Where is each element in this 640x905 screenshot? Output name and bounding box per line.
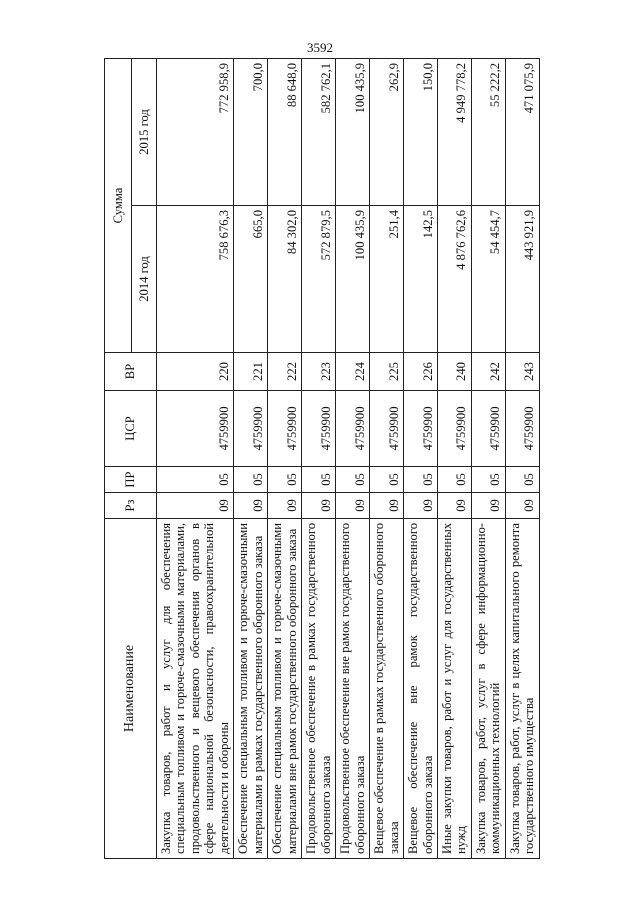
table-row <box>302 58 336 858</box>
header-rz: Рз <box>105 493 157 519</box>
row-sum-2014: 665,0 <box>234 206 268 353</box>
row-sum-2015: 700,0 <box>234 58 268 205</box>
row-pr: 05 <box>336 467 370 493</box>
row-rz: 09 <box>157 493 234 519</box>
page-number: 3592 <box>307 40 333 55</box>
table-row <box>234 58 268 858</box>
row-pr: 05 <box>505 467 539 493</box>
row-rz: 09 <box>404 493 438 519</box>
table-body <box>157 58 540 858</box>
row-name: Продовольственное обеспечение вне рамок государственного оборонного заказа <box>336 519 370 859</box>
table-header <box>105 58 157 858</box>
row-sum-2015: 100 435,9 <box>336 58 370 205</box>
row-sum-2014: 84 302,0 <box>268 206 302 353</box>
table-row <box>471 58 505 858</box>
row-name: Вещевое обеспечение в рамках государственного оборонного заказа <box>370 519 404 859</box>
row-sum-2015: 582 762,1 <box>302 58 336 205</box>
row-vr: 220 <box>157 353 234 391</box>
row-csr: 4759900 <box>471 391 505 467</box>
row-pr: 05 <box>302 467 336 493</box>
row-sum-2015: 262,9 <box>370 58 404 205</box>
row-sum-2014: 572 879,5 <box>302 206 336 353</box>
header-year-2015: 2015 год <box>132 58 157 205</box>
row-pr: 05 <box>268 467 302 493</box>
header-year-2014: 2014 год <box>132 206 157 353</box>
rotated-table-container <box>104 59 580 859</box>
row-vr: 243 <box>505 353 539 391</box>
table-row <box>157 58 234 858</box>
row-sum-2014: 54 454,7 <box>471 206 505 353</box>
row-name: Продовольственное обеспечение в рамках государственного оборонного заказа <box>302 519 336 859</box>
row-csr: 4759900 <box>302 391 336 467</box>
row-sum-2015: 772 958,9 <box>157 58 234 205</box>
row-rz: 09 <box>234 493 268 519</box>
row-sum-2014: 443 921,9 <box>505 206 539 353</box>
table-row <box>404 58 438 858</box>
row-rz: 09 <box>268 493 302 519</box>
row-sum-2015: 4 949 778,2 <box>437 58 471 205</box>
row-name: Закупка товаров, работ, услуг в целях капитального ремонта государственного имущества <box>505 519 539 859</box>
budget-table <box>104 58 540 859</box>
row-rz: 09 <box>437 493 471 519</box>
header-row-1 <box>105 58 132 858</box>
header-sum: Сумма <box>105 58 132 352</box>
row-rz: 09 <box>370 493 404 519</box>
table-row <box>437 58 471 858</box>
row-pr: 05 <box>234 467 268 493</box>
table-row <box>336 58 370 858</box>
table-row <box>268 58 302 858</box>
table-row <box>370 58 404 858</box>
row-sum-2014: 4 876 762,6 <box>437 206 471 353</box>
row-vr: 240 <box>437 353 471 391</box>
row-name: Закупка товаров, работ, услуг в сфере информационно-коммуникационных технологий <box>471 519 505 859</box>
header-pr: ПР <box>105 467 157 493</box>
row-vr: 223 <box>302 353 336 391</box>
row-pr: 05 <box>471 467 505 493</box>
row-rz: 09 <box>505 493 539 519</box>
row-csr: 4759900 <box>234 391 268 467</box>
row-name: Обеспечение специальным топливом и горюче-смазочными материалами вне рамок государственного оборонного заказа <box>268 519 302 859</box>
row-pr: 05 <box>370 467 404 493</box>
row-name: Закупка товаров, работ и услуг для обеспечения специальным топливом и горюче-смазочными материалами, продовольственного и вещевого обеспечения органов в сфере национальной безопасности, правоохранительной деятельности и обороны <box>157 519 234 859</box>
row-sum-2015: 471 075,9 <box>505 58 539 205</box>
table-row <box>505 58 539 858</box>
row-vr: 221 <box>234 353 268 391</box>
header-vr: ВР <box>105 353 157 391</box>
row-sum-2014: 251,4 <box>370 206 404 353</box>
row-csr: 4759900 <box>370 391 404 467</box>
row-sum-2014: 100 435,9 <box>336 206 370 353</box>
row-vr: 226 <box>404 353 438 391</box>
row-sum-2015: 150,0 <box>404 58 438 205</box>
row-sum-2014: 758 676,3 <box>157 206 234 353</box>
row-rz: 09 <box>302 493 336 519</box>
row-name: Вещевое обеспечение вне рамок государственного оборонного заказа <box>404 519 438 859</box>
row-csr: 4759900 <box>157 391 234 467</box>
row-rz: 09 <box>471 493 505 519</box>
row-pr: 05 <box>404 467 438 493</box>
row-name: Иные закупки товаров, работ и услуг для государственных нужд <box>437 519 471 859</box>
row-csr: 4759900 <box>505 391 539 467</box>
row-vr: 222 <box>268 353 302 391</box>
row-pr: 05 <box>157 467 234 493</box>
row-rz: 09 <box>336 493 370 519</box>
row-pr: 05 <box>437 467 471 493</box>
row-vr: 242 <box>471 353 505 391</box>
row-csr: 4759900 <box>268 391 302 467</box>
row-name: Обеспечение специальным топливом и горюче-смазочными материалами в рамках государственного оборонного заказа <box>234 519 268 859</box>
row-vr: 224 <box>336 353 370 391</box>
header-name: Наименование <box>105 519 157 859</box>
row-sum-2014: 142,5 <box>404 206 438 353</box>
row-csr: 4759900 <box>437 391 471 467</box>
row-csr: 4759900 <box>336 391 370 467</box>
row-sum-2015: 55 222,2 <box>471 58 505 205</box>
header-csr: ЦСР <box>105 391 157 467</box>
row-sum-2015: 88 648,0 <box>268 58 302 205</box>
row-vr: 225 <box>370 353 404 391</box>
row-csr: 4759900 <box>404 391 438 467</box>
